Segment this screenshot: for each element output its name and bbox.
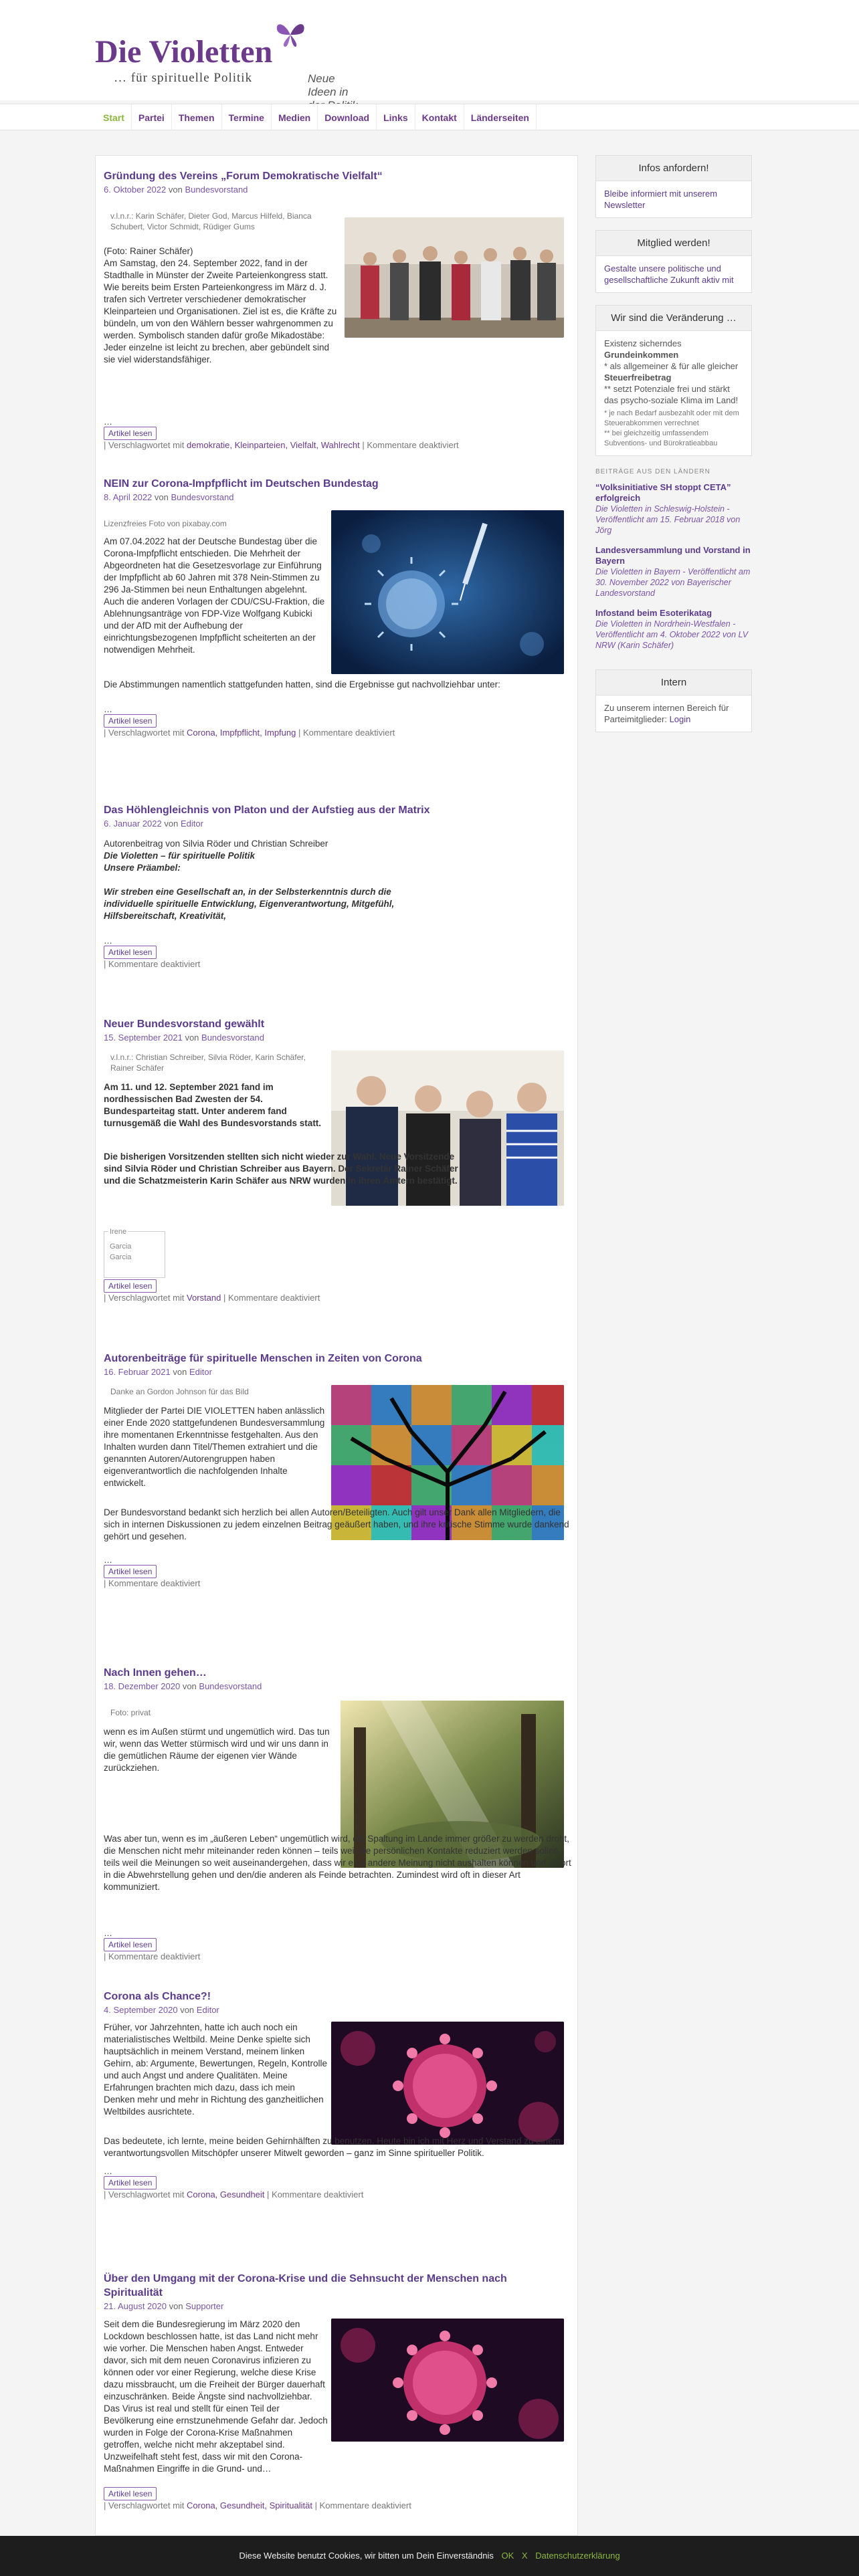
post-title[interactable]: Neuer Bundesvorstand gewählt xyxy=(104,1018,265,1030)
post-author[interactable]: Supporter xyxy=(185,2301,224,2311)
widget-title: Infos anfordern! xyxy=(596,156,751,181)
nav-item-start[interactable]: Start xyxy=(96,104,132,131)
main-navigation xyxy=(0,104,859,130)
post-subheading: Die Violetten – für spirituelle Politik xyxy=(104,851,256,861)
widget-intern xyxy=(595,669,752,732)
widget-text: Existenz sicherndes xyxy=(604,338,682,348)
tags-prefix: | Verschlagwortet mit xyxy=(104,2500,185,2510)
post-image[interactable] xyxy=(331,510,564,674)
laender-post-title[interactable]: Landesversammlung und Vorstand in Bayern xyxy=(595,545,751,566)
post-author[interactable]: Bundesvorstand xyxy=(201,1033,264,1043)
laender-post xyxy=(595,545,752,599)
read-more-button[interactable]: Artikel lesen xyxy=(104,714,157,728)
image-caption: Lizenzfreies Foto von pixabay.com xyxy=(104,519,227,528)
post-text: Autorenbeitrag von Silvia Röder und Christian Schreiber xyxy=(104,839,328,849)
image-caption: Foto: privat xyxy=(110,1708,151,1717)
laender-post xyxy=(595,608,752,651)
post-meta xyxy=(104,185,572,195)
post-author[interactable]: Editor xyxy=(180,819,203,829)
post-subheading: Unsere Präambel: xyxy=(104,863,181,873)
nav-item-laenderseiten[interactable]: Länderseiten xyxy=(464,104,537,131)
tags-prefix: | Verschlagwortet mit xyxy=(104,2189,185,2199)
widget-infos xyxy=(595,155,752,218)
post-meta xyxy=(104,2301,572,2311)
read-more-button[interactable]: Artikel lesen xyxy=(104,1565,157,1578)
comments-status: | Kommentare deaktiviert xyxy=(104,1951,201,1961)
nav-item-download[interactable]: Download xyxy=(318,104,377,131)
post-tags xyxy=(104,2500,411,2510)
laender-post-desc: Die Violetten in Nordrhein-Westfalen - Veröffentlicht am 4. Oktober 2022 von LV NRW (Karin Schäfer) xyxy=(595,619,749,650)
read-more-button[interactable]: Artikel lesen xyxy=(104,1938,157,1951)
post-date[interactable]: 15. September 2021 xyxy=(104,1033,183,1043)
nav-item-themen[interactable]: Themen xyxy=(172,104,222,131)
comments-status: | Kommentare deaktiviert xyxy=(104,959,201,969)
tag-links[interactable]: Corona, Gesundheit, Spiritualität xyxy=(187,2500,312,2510)
post-by: von xyxy=(173,1367,187,1377)
post-title[interactable]: Corona als Chance?! xyxy=(104,1991,211,2002)
ellipsis: … xyxy=(104,936,112,946)
post-title[interactable]: Über den Umgang mit der Corona-Krise und die Sehnsucht der Menschen nach Spiritualität xyxy=(104,2273,507,2298)
post-meta xyxy=(104,1367,572,1377)
comments-status: | Kommentare deaktiviert xyxy=(104,1578,201,1588)
laender-post-desc: Die Violetten in Schleswig-Holstein - Veröffentlicht am 15. Februar 2018 von Jörg xyxy=(595,504,741,535)
post-text: Die bisherigen Vorsitzenden stellten sich nicht wieder zur Wahl. Neue Vorsitzende sind Silvia Röder und Christian Schreiber aus Bayern. Der Sekretär Rainer Schäfer und die Schatzmeisterin Karin Schäfer aus NRW wurden in ihren Ämtern bestätigt. xyxy=(104,1152,458,1186)
cookie-banner xyxy=(0,2536,859,2576)
widget-footnote: ** bei gleichzeitig umfassendem Subventions- und Bürokratieabbau xyxy=(604,429,718,447)
post-title[interactable]: Gründung des Vereins „Forum Demokratische Vielfalt“ xyxy=(104,171,383,182)
nav-item-termine[interactable]: Termine xyxy=(222,104,272,131)
post-title[interactable]: Autorenbeiträge für spirituelle Menschen in Zeiten von Corona xyxy=(104,1353,422,1364)
laender-post xyxy=(595,482,752,536)
widget-mitglied xyxy=(595,230,752,293)
nav-item-medien[interactable]: Medien xyxy=(272,104,318,131)
widget-text: Steuerfreibetrag xyxy=(604,372,672,383)
post-by: von xyxy=(182,1681,197,1691)
read-more-button[interactable]: Artikel lesen xyxy=(104,1279,157,1293)
cookie-close-button[interactable]: X xyxy=(521,2551,528,2561)
post-date[interactable]: 18. Dezember 2020 xyxy=(104,1681,181,1691)
site-slogan: Neue Ideen in xyxy=(308,72,349,98)
post-text: Die Abstimmungen namentlich stattgefunden hatten, sind die Ergebnisse gut nachvollziehbar unter: xyxy=(104,679,500,689)
post-author[interactable]: Editor xyxy=(196,2005,219,2015)
post-author[interactable]: Bundesvorstand xyxy=(171,492,234,502)
post-text: Mitglieder der Partei DIE VIOLETTEN haben anlässlich einer Ende 2020 stattgefundenen Bundesversammlung ihre momentanen Erkenntnisse festgehalten. Aus den Inhalten wurden dann Titel/Themen extrahiert und die genannten Autoren/Autorengruppen haben eigenverantwortlich die nachfolgenden Inhalte entwickelt. xyxy=(104,1406,325,1488)
comments-status: | Kommentare deaktiviert xyxy=(362,440,459,450)
post xyxy=(104,1017,572,1325)
nav-item-kontakt[interactable]: Kontakt xyxy=(415,104,464,131)
post-by: von xyxy=(154,492,169,502)
post-by: von xyxy=(180,2005,195,2015)
post-author[interactable]: Bundesvorstand xyxy=(199,1681,262,1691)
comments-status: | Kommentare deaktiviert xyxy=(267,2189,364,2199)
name-box-line: Garcia xyxy=(110,1253,132,1261)
post xyxy=(104,1352,572,1632)
tag-links[interactable]: Vorstand xyxy=(187,1293,221,1303)
post-meta xyxy=(104,2005,572,2015)
laender-heading: BEITRÄGE AUS DEN LÄNDERN xyxy=(595,468,710,475)
post-meta xyxy=(104,492,572,502)
post-text: wenn es im Außen stürmt und ungemütlich wird. Das tun wir, wenn das Wetter stürmisch wird und wir uns dann in die gemütlichen Räume der eigenen vier Wände zurückziehen. xyxy=(104,1727,330,1773)
post-tags xyxy=(104,728,395,738)
post xyxy=(104,169,572,463)
ellipsis: … xyxy=(104,1928,112,1938)
login-link[interactable]: Login xyxy=(669,714,691,724)
widget-veraenderung xyxy=(595,305,752,456)
tag-links[interactable]: demokratie, Kleinparteien, Vielfalt, Wahlrecht xyxy=(187,440,360,450)
read-more-button[interactable]: Artikel lesen xyxy=(104,946,157,959)
post-text: Was aber tun, wenn es im „äußeren Leben“ ungemütlich wird, die Spaltung im Lande immer größer zu werden droht, die Menschen nicht mehr miteinander reden können – teils weil die persönlichen Kontakte reduziert werden sollen, teils weil die Meinungen so weit auseinandergehen, dass wir eine andere Meinung nicht aushalten können und sofort in die Abwehrstellung gehen und den/die anderen als Feinde betrachten. Zumindest wird oft in dieser Art kommuniziert. xyxy=(104,1834,571,1892)
laender-post-title[interactable]: “Volksinitiative SH stoppt CETA” erfolgreich xyxy=(595,482,731,503)
widget-text: Zu unserem internen Bereich für Parteimitglieder: xyxy=(604,703,729,724)
post-meta xyxy=(104,1681,572,1691)
image-caption: v.l.n.r.: Christian Schreiber, Silvia Röder, Karin Schäfer, Rainer Schäfer xyxy=(110,1053,306,1073)
post-author[interactable]: Editor xyxy=(189,1367,212,1377)
read-more-button[interactable]: Artikel lesen xyxy=(104,2487,157,2500)
comments-status: | Kommentare deaktiviert xyxy=(298,728,395,738)
cookie-text: Diese Website benutzt Cookies, wir bitten um Dein Einverständnis xyxy=(239,2551,494,2561)
post-by: von xyxy=(185,1033,199,1043)
image-caption: v.l.n.r.: Karin Schäfer, Dieter God, Marcus Hilfeld, Bianca Schubert, Victor Schmidt, Rüdiger Gums xyxy=(110,211,312,231)
laender-post-title[interactable]: Infostand beim Esoterikatag xyxy=(595,608,712,618)
post-date[interactable]: 16. Februar 2021 xyxy=(104,1367,171,1377)
post xyxy=(104,1990,572,2257)
widget-footnote: * je nach Bedarf ausbezahlt oder mit dem Steuerabkommen verrechnet xyxy=(604,409,739,427)
post xyxy=(104,2272,572,2533)
post xyxy=(104,1666,572,1973)
tags-prefix: | Verschlagwortet mit xyxy=(104,1293,185,1303)
laender-post-desc: Die Violetten in Bayern - Veröffentlicht am 30. November 2022 von Bayerischer Landesvorstand xyxy=(595,567,751,598)
virus-image xyxy=(331,2319,564,2442)
widget-text: ** setzt Potenziale frei und stärkt das psycho-soziale Klima im Land! xyxy=(604,384,739,405)
image-caption: Danke an Gordon Johnson für das Bild xyxy=(110,1387,249,1396)
sidebar xyxy=(595,155,752,744)
comments-status: | Kommentare deaktiviert xyxy=(223,1293,320,1303)
group-photo xyxy=(345,217,564,338)
ellipsis: … xyxy=(104,704,112,714)
tags-prefix: | Verschlagwortet mit xyxy=(104,440,185,450)
site-logo[interactable] xyxy=(94,20,361,98)
post-meta xyxy=(104,819,572,829)
post xyxy=(104,803,572,1004)
comments-status: | Kommentare deaktiviert xyxy=(314,2500,411,2510)
post-text: Das bedeutete, ich lernte, meine beiden Gehirnhälften zu benutzen. Heute bin ich mit Herz und Verstand zu einem verantwortungsvollen Mitschöpfer unserer Mitwelt geworden – ganz im Sinne spiritueller Politik. xyxy=(104,2136,561,2158)
site-header xyxy=(0,0,859,100)
post-date[interactable]: 4. September 2020 xyxy=(104,2005,178,2015)
post-date[interactable]: 6. Oktober 2022 xyxy=(104,185,167,195)
cookie-ok-button[interactable]: OK xyxy=(501,2551,514,2561)
ellipsis: … xyxy=(104,417,112,427)
name-box xyxy=(104,1228,165,1278)
post-date[interactable]: 8. April 2022 xyxy=(104,492,153,502)
post-tags xyxy=(104,2189,363,2199)
post-date[interactable]: 21. August 2020 xyxy=(104,2301,167,2311)
post-tags xyxy=(104,1293,320,1303)
post-preamble: Wir streben eine Gesellschaft an, in der Selbsterkenntnis durch die individuelle spirituelle Entwicklung, Eigenverantwortung, Mitgefühl, Hilfsbereitschaft, Kreativität, xyxy=(104,887,395,921)
virus-image xyxy=(331,2022,564,2145)
read-more-button[interactable]: Artikel lesen xyxy=(104,2176,157,2189)
name-box-line: Garcia xyxy=(110,1243,132,1251)
virus-syringe-image xyxy=(331,510,564,674)
nav-item-partei[interactable]: Partei xyxy=(132,104,172,131)
membership-link[interactable]: Gestalte unsere politische und gesellschaftliche Zukunft aktiv mit xyxy=(604,263,734,285)
widget-title: Intern xyxy=(596,670,751,695)
post-image[interactable] xyxy=(331,2022,564,2145)
butterfly-icon xyxy=(273,20,308,49)
post-by: von xyxy=(168,185,183,195)
post xyxy=(104,477,572,771)
post-text: Der Bundesvorstand bedankt sich herzlich bei allen Autoren/Beteiligten. Auch gilt unser Dank allen Mitgliedern, die sich in internen Diskussionen zu jedem einzelnen Beitrag geäußert haben, und ihre kritische Stimme wurde dankend gehört und gesehen. xyxy=(104,1507,569,1541)
tag-links[interactable]: Corona, Impfpflicht, Impfung xyxy=(187,728,296,738)
post-text: (Foto: Rainer Schäfer) xyxy=(104,246,193,256)
post-title[interactable]: Das Höhlengleichnis von Platon und der Aufstieg aus der Matrix xyxy=(104,804,430,816)
site-subtitle: … für spirituelle Politik xyxy=(114,71,253,85)
main-content xyxy=(95,155,578,2536)
post-text: Seit dem die Bundesregierung im März 2020 den Lockdown beschlossen hatte, ist das Land nicht mehr wie vorher. Die Menschen haben Angst. Entweder davor, sich mit dem neuen Coronavirus infizieren zu können oder vor einer Regierung, welche diese Krise dazu missbraucht, um die Freiheit der Bürger dauerhaft einzuschränken. Beide Ängste sind nachvollziehbar. Das Virus ist real und stellt für einen Teil der Bevölkerung eine ernstzunehmende Gefahr dar. Jedoch wurden in Folge der Corona-Krise Maßnahmen getroffen, welche nicht mehr akzeptabel sind. Unzweifelhaft steht fest, dass wir mit den Corona-Maßnahmen Eingriffe in die Grund- und… xyxy=(104,2319,328,2474)
post-meta xyxy=(104,1033,572,1043)
post-text: Am Samstag, den 24. September 2022, fand in der Stadthalle in Münster der Zweite Parteienkongress statt. Wie bereits beim Ersten Parteienkongress im März d. J. trafen sich Vertreter verschiedener demokratischer Kleinparteien und Organisationen. Ziel ist es, die Kräfte zu bündeln, um von den Wählern besser wahrgenommen zu werden. Symbolisch standen dafür große Mikadostäbe: Jeder einzelne ist leicht zu brechen, aber gebündelt sind sie viel widerstandsfähiger. xyxy=(104,258,337,364)
post-text: Am 11. und 12. September 2021 fand im nordhessischen Bad Zwesten der 54. Bundesparteitag statt. Unter anderem fand turnusgemäß die Wahl des Bundesvorstands statt. xyxy=(104,1082,322,1128)
post-by: von xyxy=(164,819,179,829)
tag-links[interactable]: Corona, Gesundheit xyxy=(187,2189,265,2199)
post-image[interactable] xyxy=(345,217,564,338)
post-text: Früher, vor Jahrzehnten, hatte ich auch noch ein materialistisches Weltbild. Meine Denke spielte sich hauptsächlich in meinem Verstand, meinem linken Gehirn, ab: Argumente, Bewertungen, Regeln, Kontrolle und auch Angst und andere Qualitäten. Meine Erfahrungen brachten mich dazu, dass ich mein Denken mehr und mehr in Richtung des ganzheitlichen Weltbildes ausrichtete. xyxy=(104,2022,327,2117)
widget-text: * als allgemeiner & für alle gleicher xyxy=(604,361,739,371)
nav-item-links[interactable]: Links xyxy=(377,104,415,131)
post-by: von xyxy=(169,2301,183,2311)
ellipsis: … xyxy=(104,2166,112,2176)
widget-title: Wir sind die Veränderung … xyxy=(596,306,751,331)
post-title[interactable]: Nach Innen gehen… xyxy=(104,1667,207,1679)
post-title[interactable]: NEIN zur Corona-Impfpflicht im Deutschen Bundestag xyxy=(104,478,379,490)
read-more-button[interactable]: Artikel lesen xyxy=(104,427,157,440)
ellipsis: … xyxy=(104,1555,112,1565)
post-text: Am 07.04.2022 hat der Deutsche Bundestag über die Corona-Impfpflicht entschieden. Die Mehrheit der Abgeordneten hat die Gesetzesvorlage zur Einführung der Impfpflicht ab 60 Jahren mit 378 Nein-Stimmen zu 296 Ja-Stimmen bei neun Enthaltungen abgelehnt. Auch die anderen Vorlagen der CDU/CSU-Fraktion, die Ablehnungsanträge von FDP-Vize Wolfgang Kubicki und der AfD mit der Aufhebung der einrichtungsbezogenen Impfpflicht scheiterten an der notwendigen Mehrheit. xyxy=(104,536,325,655)
widget-text: Grundeinkommen xyxy=(604,350,679,360)
site-title: Die Violetten xyxy=(95,34,273,70)
name-box-line: Irene xyxy=(110,1228,127,1236)
post-date[interactable]: 6. Januar 2022 xyxy=(104,819,162,829)
widget-title: Mitglied werden! xyxy=(596,231,751,256)
post-author[interactable]: Bundesvorstand xyxy=(185,185,248,195)
post-image[interactable] xyxy=(331,2319,564,2442)
privacy-link[interactable]: Datenschutzerklärung xyxy=(535,2551,620,2561)
newsletter-link[interactable]: Bleibe informiert mit unserem Newsletter xyxy=(604,189,718,210)
post-tags xyxy=(104,440,459,450)
tags-prefix: | Verschlagwortet mit xyxy=(104,728,185,738)
